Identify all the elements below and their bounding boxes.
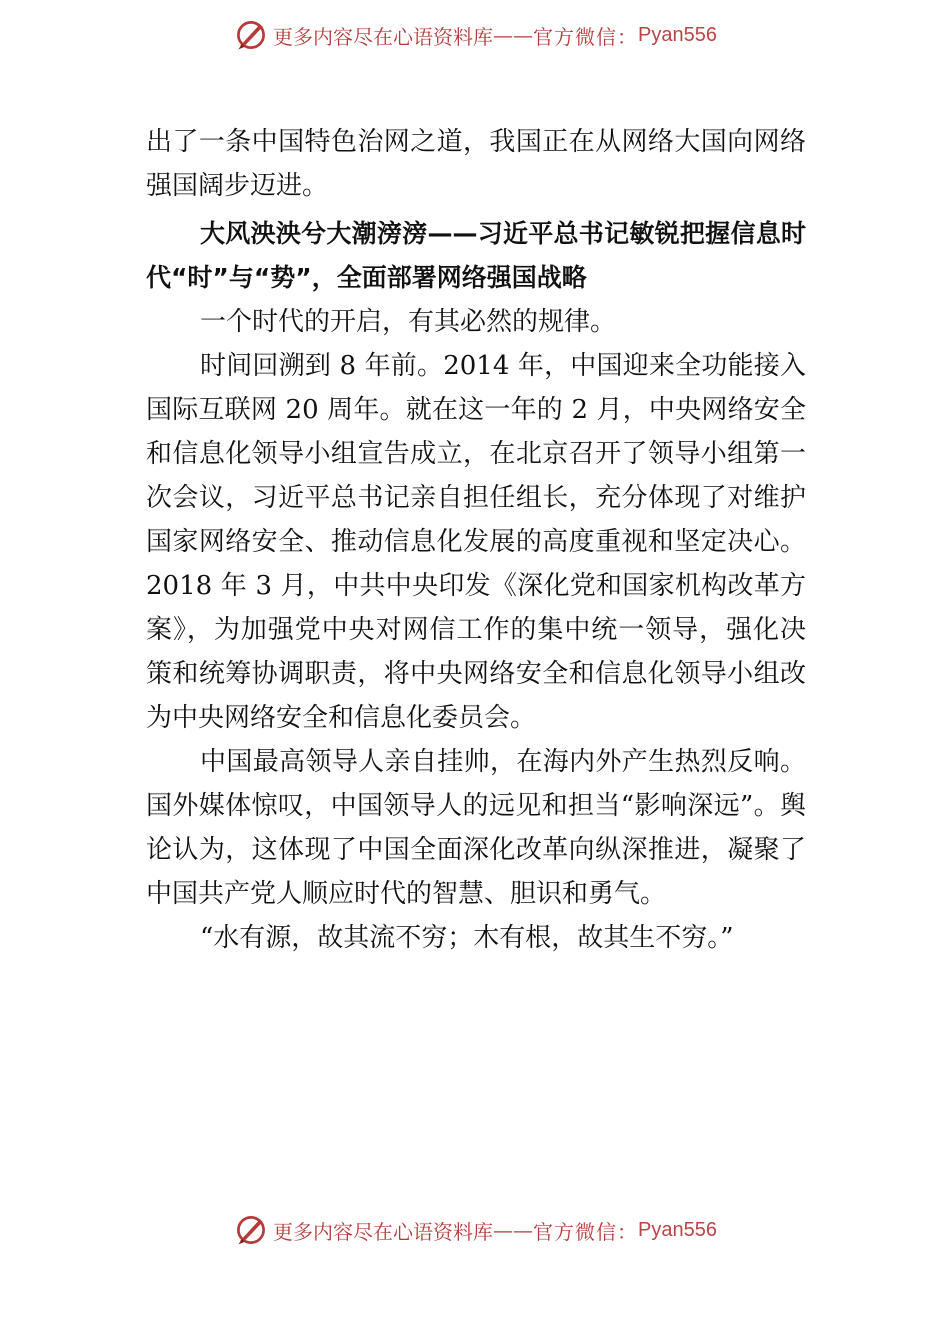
watermark-official: 官方微信： (533, 24, 639, 49)
pen-logo-icon (233, 17, 269, 53)
document-body (146, 120, 806, 960)
paragraph-continued: 出了一条中国特色治网之道，我国正在从网络大国向网络强国阔步迈进。 (146, 127, 806, 201)
paragraph: 时间回溯到 8 年前。2014 年，中国迎来全功能接入国际互联网 20 周年。就在这一年的 2 月，中央网络安全和信息化领导小组宣告成立，在北京召开了领导小组第一次会议，习近平总书记亲自担任组长，充分体现了对维护国家网络安全、推动信息化发展的高度重视和坚定决心。2018 年 3 月，中共中央印发《深化党和国家机构改革方案》，为加强党中央对网信工作的集中统一领导，强化决策和统筹协调职责，将中央网络安全和信息化领导小组改为中央网络安全和信息化委员会。 (146, 351, 806, 733)
section-heading: 大风泱泱兮大潮滂滂——习近平总书记敏锐把握信息时代“时”与“势”，全面部署网络强国战略 (146, 219, 806, 292)
watermark-text: 更多内容尽在心语资料库 (273, 1219, 494, 1244)
paragraph: 中国最高领导人亲自挂帅，在海内外产生热烈反响。国外媒体惊叹，中国领导人的远见和担当“影响深远”。舆论认为，这体现了中国全面深化改革向纵深推进，凝聚了中国共产党人顺应时代的智慧、胆识和勇气。 (146, 747, 806, 909)
watermark-dash: —— (493, 23, 534, 47)
footer-watermark (0, 1210, 950, 1250)
watermark-id: Pyan556 (638, 1218, 717, 1241)
paragraph: 一个时代的开启，有其必然的规律。 (200, 307, 617, 337)
watermark-id: Pyan556 (638, 23, 717, 46)
watermark-text: 更多内容尽在心语资料库 (273, 24, 494, 49)
pen-logo-icon (233, 1212, 269, 1248)
header-watermark (0, 15, 950, 55)
paragraph: “水有源，故其流不穷；木有根，故其生不穷。” (200, 923, 734, 953)
watermark-dash: —— (493, 1218, 534, 1242)
watermark-official: 官方微信： (533, 1219, 639, 1244)
